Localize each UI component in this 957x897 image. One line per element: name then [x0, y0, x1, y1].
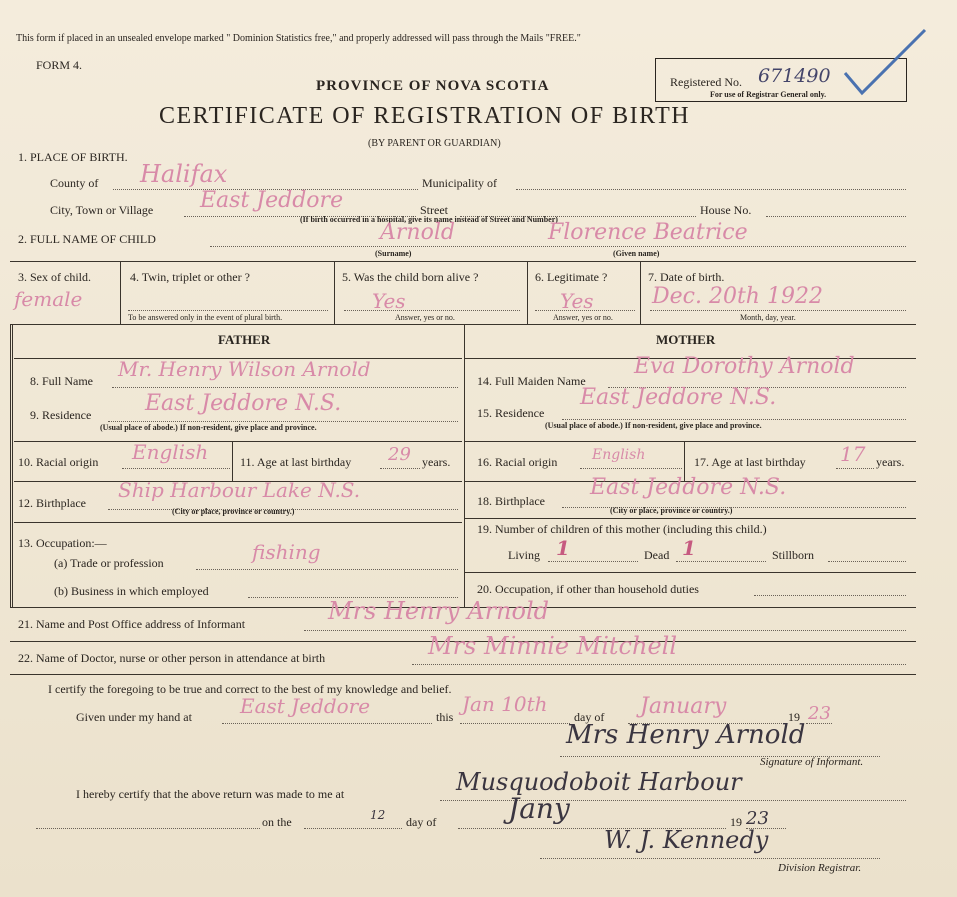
year-value: 23	[808, 703, 831, 724]
father-age-unit: years.	[422, 455, 451, 469]
dead-label: Dead	[644, 548, 670, 562]
page-subtitle: (BY PARENT OR GUARDIAN)	[368, 138, 501, 149]
given-label: Given under my hand at	[76, 710, 192, 724]
mother-age-unit: years.	[876, 455, 905, 469]
living-label: Living	[508, 548, 540, 562]
legitimate-value: Yes	[560, 289, 594, 313]
born-alive-note: Answer, yes or no.	[395, 313, 455, 322]
given-name-caption: (Given name)	[613, 249, 660, 258]
registrar-place-value: Musquodoboit Harbour	[456, 768, 742, 796]
city-value: East Jeddore	[200, 188, 344, 213]
stillborn-label: Stillborn	[772, 548, 815, 562]
twin-label: 4. Twin, triplet or other ?	[130, 270, 250, 284]
date-of-birth-label: 7. Date of birth.	[648, 270, 725, 284]
registrar-signature: W. J. Kennedy	[604, 826, 769, 854]
province-heading: PROVINCE OF NOVA SCOTIA	[316, 78, 550, 94]
checkmark-icon	[840, 25, 930, 100]
county-value: Halifax	[140, 160, 228, 188]
trade-label: (a) Trade or profession	[54, 556, 164, 570]
certify-statement: I certify the foregoing to be true and correct to the best of my knowledge and belief.	[48, 682, 452, 696]
father-name-value: Mr. Henry Wilson Arnold	[118, 357, 371, 381]
registrar-signature-caption: Division Registrar.	[778, 862, 862, 874]
on-the-label: on the	[262, 815, 292, 829]
municipality-label: Municipality of	[422, 176, 497, 190]
father-heading: FATHER	[218, 332, 271, 347]
year-prefix: 19	[788, 710, 800, 724]
form-number: FORM 4.	[36, 58, 83, 72]
mother-age-value: 17	[840, 442, 866, 466]
mother-heading: MOTHER	[656, 332, 716, 347]
father-racial-value: English	[132, 440, 209, 464]
mother-age-label: 17. Age at last birthday	[694, 455, 806, 469]
father-occupation-label: 13. Occupation:—	[18, 536, 107, 550]
mother-birthplace-label: 18. Birthplace	[477, 494, 545, 508]
father-residence-value: East Jeddore N.S.	[145, 391, 342, 416]
city-label: City, Town or Village	[50, 203, 154, 217]
registrar-year-value: 23	[746, 808, 769, 829]
dead-value: 1	[682, 536, 696, 560]
father-residence-note: (Usual place of abode.) If non-resident, give place and province.	[100, 423, 317, 432]
date-of-birth-value: Dec. 20th 1922	[652, 284, 823, 309]
mother-residence-value: East Jeddore N.S.	[580, 385, 777, 410]
county-label: County of	[50, 176, 99, 190]
father-name-label: 8. Full Name	[30, 374, 93, 388]
living-value: 1	[556, 536, 570, 560]
father-age-value: 29	[388, 444, 411, 465]
doctor-value: Mrs Minnie Mitchell	[428, 632, 678, 660]
mother-birthplace-value: East Jeddore N.S.	[590, 475, 787, 500]
informant-label: 21. Name and Post Office address of Informant	[18, 617, 246, 631]
registrar-month-value: Jany	[508, 792, 570, 825]
date-of-birth-note: Month, day, year.	[740, 313, 796, 322]
twin-note: To be answered only in the event of plural birth.	[128, 313, 283, 322]
trade-value: fishing	[252, 540, 321, 564]
mother-occupation-label: 20. Occupation, if other than household duties	[477, 582, 699, 596]
mother-name-value: Eva Dorothy Arnold	[634, 354, 855, 379]
page-title: CERTIFICATE OF REGISTRATION OF BIRTH	[159, 103, 691, 129]
this-label: this	[436, 710, 454, 724]
father-racial-label: 10. Racial origin	[18, 455, 99, 469]
mother-name-label: 14. Full Maiden Name	[477, 374, 586, 388]
street-label: Street	[420, 203, 448, 217]
born-alive-value: Yes	[372, 289, 406, 313]
father-birthplace-value: Ship Harbour Lake N.S.	[118, 478, 361, 502]
doctor-label: 22. Name of Doctor, nurse or other person in attendance at birth	[18, 651, 326, 665]
mother-birthplace-note: (City or place, province or country.)	[610, 506, 733, 515]
sex-label: 3. Sex of child.	[18, 270, 91, 284]
father-residence-label: 9. Residence	[30, 408, 92, 422]
registered-number: 671490	[758, 65, 831, 87]
born-alive-label: 5. Was the child born alive ?	[342, 270, 479, 284]
informant-signature: Mrs Henry Arnold	[566, 720, 806, 750]
child-name-label: 2. FULL NAME OF CHILD	[18, 232, 156, 246]
registered-label: Registered No.	[670, 75, 742, 89]
children-count-label: 19. Number of children of this mother (including this child.)	[477, 522, 767, 536]
house-number-label: House No.	[700, 203, 752, 217]
registrar-statement: I hereby certify that the above return was made to me at	[76, 787, 345, 801]
mother-residence-note: (Usual place of abode.) If non-resident, give place and province.	[545, 421, 762, 430]
legitimate-note: Answer, yes or no.	[553, 313, 613, 322]
mother-racial-label: 16. Racial origin	[477, 455, 558, 469]
father-birthplace-note: (City or place, province or country.)	[172, 507, 295, 516]
mother-racial-value: English	[592, 447, 646, 463]
given-place-value: East Jeddore	[240, 694, 371, 718]
day-of-label: day of	[574, 710, 605, 724]
mother-residence-label: 15. Residence	[477, 406, 545, 420]
registered-note: For use of Registrar General only.	[710, 90, 827, 99]
father-birthplace-label: 12. Birthplace	[18, 496, 86, 510]
month-value: January	[640, 694, 727, 719]
father-age-label: 11. Age at last birthday	[240, 455, 352, 469]
this-day-value: Jan 10th	[462, 692, 548, 716]
child-surname-value: Arnold	[380, 220, 455, 245]
sex-value: female	[14, 287, 83, 311]
informant-signature-caption: Signature of Informant.	[760, 756, 864, 768]
place-of-birth-heading: 1. PLACE OF BIRTH.	[18, 150, 128, 164]
street-note: (If birth occurred in a hospital, give its name instead of Street and Number)	[300, 215, 558, 224]
business-label: (b) Business in which employed	[54, 584, 209, 598]
legitimate-label: 6. Legitimate ?	[535, 270, 608, 284]
surname-caption: (Surname)	[375, 249, 412, 258]
registrar-day-value: 12	[370, 808, 386, 822]
child-given-value: Florence Beatrice	[548, 220, 748, 245]
mail-notice: This form if placed in an unsealed envelope marked " Dominion Statistics free," and properly addressed will pass through the Mails "FREE."	[16, 33, 581, 44]
informant-value: Mrs Henry Arnold	[328, 597, 549, 625]
registrar-year-prefix: 19	[730, 815, 742, 829]
registrar-day-of-label: day of	[406, 815, 437, 829]
